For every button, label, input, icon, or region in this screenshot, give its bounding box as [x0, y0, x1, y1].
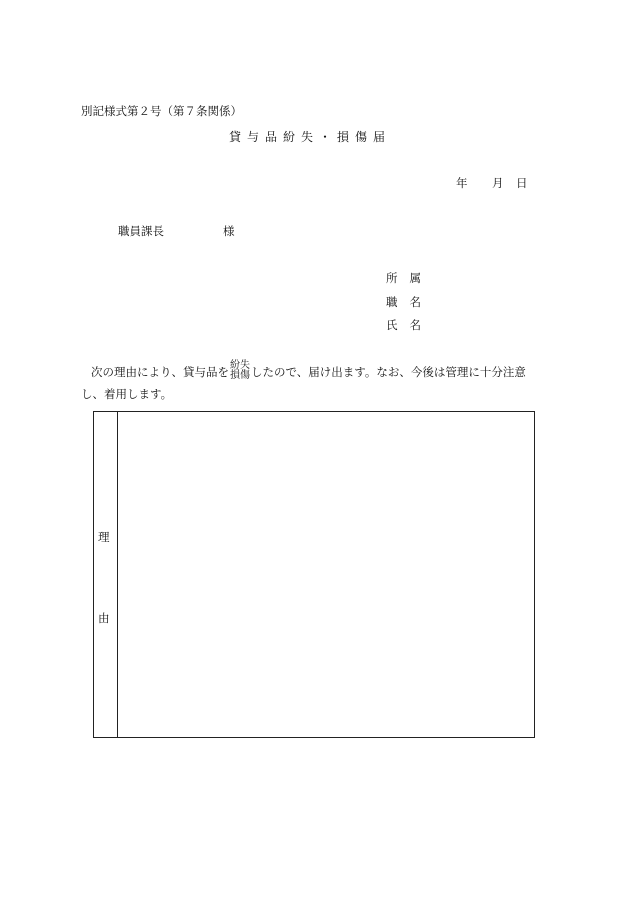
form-number: 別記様式第２号（第７条関係）	[81, 104, 242, 118]
addressee-honorific: 様	[223, 224, 235, 238]
month-label: 月	[492, 176, 504, 190]
option-damaged: 損傷	[230, 370, 250, 381]
statement-prefix: 次の理由により、貸与品を	[91, 365, 229, 379]
affiliation-label: 所属	[386, 271, 433, 285]
reason-label-char-2: 由	[98, 611, 110, 625]
reason-label-char-1: 理	[98, 530, 110, 544]
statement-suffix: したので、届け出ます。なお、今後は管理に十分注意	[251, 365, 526, 379]
year-label: 年	[456, 176, 468, 190]
position-label: 職名	[386, 295, 433, 309]
reason-field[interactable]	[118, 412, 534, 737]
addressee	[118, 223, 235, 239]
lost-damaged-options	[230, 361, 250, 381]
reason-table	[93, 411, 535, 738]
option-lost: 紛失	[230, 360, 250, 371]
statement-line-2: し、着用します。	[81, 387, 173, 401]
day-label: 日	[516, 176, 528, 190]
date-line	[456, 175, 528, 191]
form-title: 貸与品紛失・損傷届	[229, 130, 392, 144]
addressee-title: 職員課長	[118, 224, 164, 238]
name-label: 氏名	[386, 318, 433, 332]
